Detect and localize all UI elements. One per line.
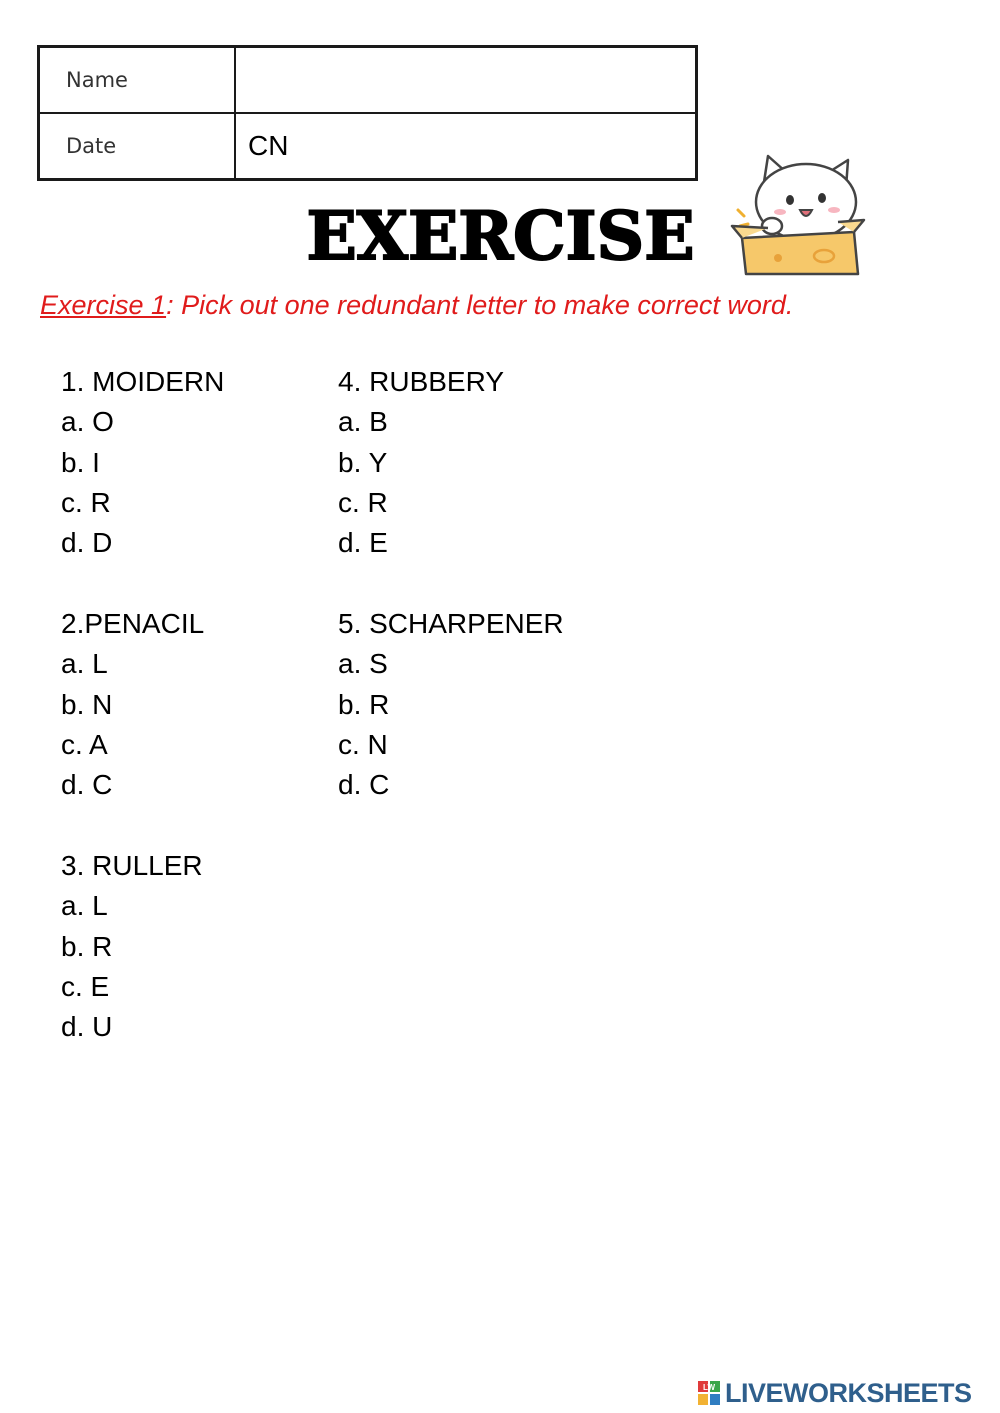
liveworksheets-brand [697,1376,972,1410]
option-c[interactable]: c. A [61,728,108,760]
option-c[interactable]: c. R [61,486,111,518]
option-c[interactable]: c. N [338,728,388,760]
option-a[interactable]: a. S [338,648,388,680]
option-d[interactable]: d. D [61,527,113,559]
option-c[interactable]: c. E [61,970,110,1002]
option-a[interactable]: a. O [61,406,114,438]
option-a[interactable]: a. L [61,890,108,922]
liveworksheets-logo-icon [697,1380,721,1406]
question-word: 5. SCHARPENER [338,608,564,639]
cat-in-box-illustration [728,152,868,276]
question-2 [61,604,204,805]
page-title: EXERCISE [306,197,695,275]
question-1 [61,362,224,563]
exercise-number: Exercise 1 [40,290,167,320]
option-b[interactable]: b. R [338,688,390,720]
question-5 [338,604,564,805]
date-field[interactable]: CN [235,113,697,180]
option-a[interactable]: a. B [338,406,388,438]
name-label: Name [39,47,236,114]
option-c[interactable]: c. R [338,486,388,518]
option-d[interactable]: d. U [61,1011,113,1043]
instruction-text: : Pick out one redundant letter to make correct word. [166,290,794,320]
question-3 [61,846,203,1047]
option-b[interactable]: b. Y [338,446,388,478]
date-label: Date [39,113,236,180]
option-b[interactable]: b. N [61,688,113,720]
exercise-instruction [40,290,970,321]
student-info-table [37,45,698,181]
question-word: 4. RUBBERY [338,366,504,397]
option-d[interactable]: d. C [338,769,390,801]
brand-name: LIVEWORKSHEETS [725,1377,972,1408]
question-word: 3. RULLER [61,850,203,881]
option-a[interactable]: a. L [61,648,108,680]
question-word: 1. MOIDERN [61,366,225,397]
question-word: 2.PENACIL [61,608,205,639]
option-d[interactable]: d. C [61,769,113,801]
name-field[interactable] [235,47,697,114]
option-d[interactable]: d. E [338,527,388,559]
logo-letters: LW [703,1383,715,1392]
option-b[interactable]: b. R [61,930,113,962]
question-4 [338,362,504,563]
option-b[interactable]: b. I [61,446,100,478]
